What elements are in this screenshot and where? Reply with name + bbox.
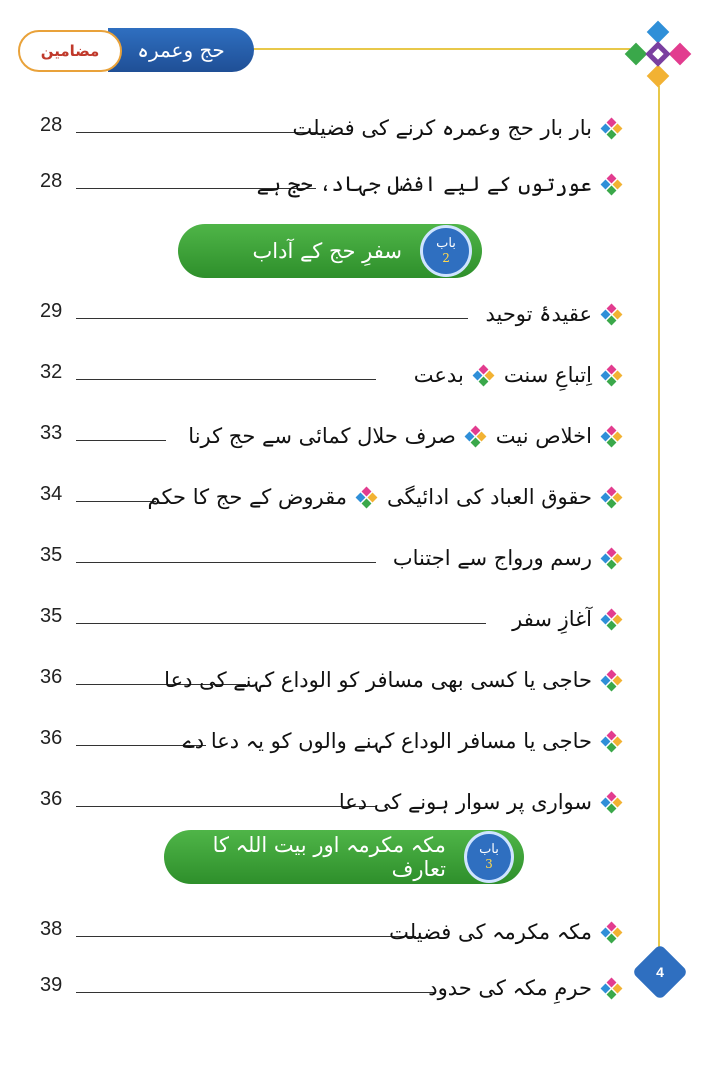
- page-ref: 35: [40, 605, 63, 627]
- dot-leader: [76, 806, 376, 807]
- entry-title: مکہ مکرمہ کی فضیلت: [389, 912, 620, 952]
- bullet-icon: [466, 427, 484, 445]
- bullet-icon: [474, 366, 492, 384]
- toc-entry[interactable]: [40, 108, 620, 148]
- bullet-icon: [357, 488, 375, 506]
- page-ref: 29: [40, 300, 63, 322]
- bullet-icon: [602, 923, 620, 941]
- chapter-3-banner[interactable]: [164, 830, 524, 884]
- page-ref: 28: [40, 114, 63, 136]
- page-ref: 32: [40, 361, 63, 383]
- entry-title: حاجی یا کسی بھی مسافر کو الوداع کہنے کی دعا: [164, 660, 620, 700]
- page-ref: 36: [40, 727, 63, 749]
- bullet-icon: [602, 488, 620, 506]
- dot-leader: [76, 623, 486, 624]
- chapter-badge: باب 3: [464, 831, 514, 883]
- bullet-icon: [602, 366, 620, 384]
- entry-title: عورتوں کے لیے افضل جہاد، حج ہے: [257, 164, 620, 204]
- dot-leader: [76, 562, 376, 563]
- toc-entry[interactable]: [40, 416, 620, 456]
- bullet-icon: [602, 732, 620, 750]
- dot-leader: [76, 501, 156, 502]
- chapter-title: مکہ مکرمہ اور بیت اللہ کا تعارف: [212, 833, 446, 881]
- dot-leader: [76, 379, 376, 380]
- bullet-icon: [602, 979, 620, 997]
- page-ref: 35: [40, 544, 63, 566]
- toc-entry[interactable]: [40, 968, 620, 1008]
- toc-entry[interactable]: [40, 538, 620, 578]
- margin-rule: [658, 86, 660, 966]
- chapter-2-banner[interactable]: [178, 224, 482, 278]
- section-label-tab: مضامین: [18, 30, 122, 72]
- page-ref: 36: [40, 788, 63, 810]
- book-title-tab: حج وعمرہ: [108, 28, 254, 72]
- page-ref: 33: [40, 422, 63, 444]
- bullet-icon: [602, 549, 620, 567]
- bullet-icon: [602, 119, 620, 137]
- entry-title: حاجی یا مسافر الوداع کہنے والوں کو یہ دعا دے: [182, 721, 620, 761]
- entry-title: عقیدۂ توحید: [485, 294, 620, 334]
- entry-title: رسم ورواج سے اجتناب: [393, 538, 620, 578]
- bullet-icon: [602, 175, 620, 193]
- toc-entry[interactable]: [40, 721, 620, 761]
- page-ref: 36: [40, 666, 63, 688]
- page-ref: 38: [40, 918, 63, 940]
- entry-title: سواری پر سوار ہونے کی دعا: [339, 782, 620, 822]
- ornament-icon: [622, 18, 694, 90]
- entry-title: حرمِ مکہ کی حدود: [428, 968, 620, 1008]
- page-number: 4: [656, 964, 664, 980]
- bullet-icon: [602, 671, 620, 689]
- header-rule: [250, 48, 630, 50]
- toc-entry[interactable]: [40, 599, 620, 639]
- toc-entry[interactable]: [40, 355, 620, 395]
- bullet-icon: [602, 610, 620, 628]
- entry-title: اِتباعِ سنت بدعت: [414, 355, 620, 395]
- entry-title: بار بار حج وعمرہ کرنے کی فضیلت: [293, 108, 620, 148]
- dot-leader: [76, 992, 436, 993]
- dot-leader: [76, 936, 416, 937]
- toc-entry[interactable]: [40, 912, 620, 952]
- entry-title: آغازِ سفر: [512, 599, 620, 639]
- toc-entry[interactable]: [40, 164, 620, 204]
- dot-leader: [76, 132, 316, 133]
- page-ref: 28: [40, 170, 63, 192]
- bullet-icon: [602, 793, 620, 811]
- bullet-icon: [602, 427, 620, 445]
- toc-entry[interactable]: [40, 477, 620, 517]
- entry-title: اخلاص نیت صرف حلال کمائی سے حج کرنا: [188, 416, 620, 456]
- toc-entry[interactable]: [40, 660, 620, 700]
- entry-title: حقوق العباد کی ادائیگی مقروض کے حج کا حکم: [147, 477, 620, 517]
- toc-entry[interactable]: [40, 294, 620, 334]
- chapter-title: سفرِ حج کے آداب: [252, 239, 402, 263]
- page-ref: 34: [40, 483, 63, 505]
- bullet-icon: [602, 305, 620, 323]
- toc-entry[interactable]: [40, 782, 620, 822]
- dot-leader: [76, 440, 166, 441]
- chapter-badge: باب 2: [420, 225, 472, 277]
- page-ref: 39: [40, 974, 63, 996]
- dot-leader: [76, 318, 468, 319]
